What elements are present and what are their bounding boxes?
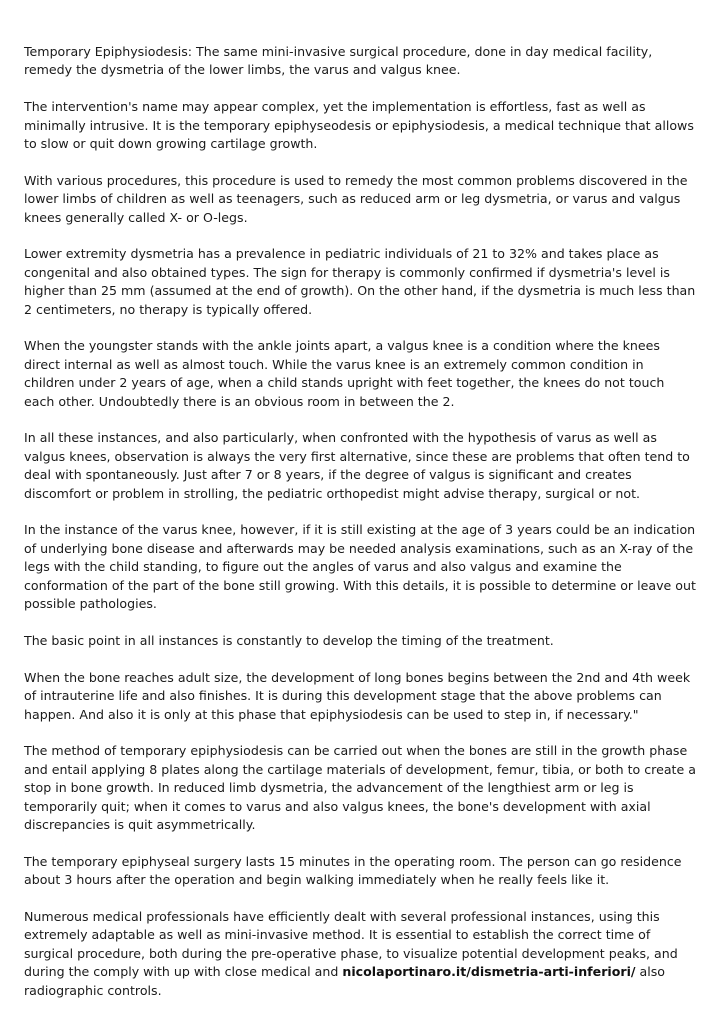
- paragraph-1: Temporary Epiphysiodesis: The same mini-invasive surgical procedure, done in day medical facility, remedy the dysmetria of the lower limbs, the varus and valgus knee.: [24, 44, 653, 78]
- source-link[interactable]: nicolaportinaro.it/dismetria-arti-inferiori/: [342, 964, 636, 980]
- paragraph-11: The temporary epiphyseal surgery lasts 15 minutes in the operating room. The person can go residence about 3 hours after the operation and begin walking immediately when he really feels like it.: [24, 853, 682, 888]
- article-body: [24, 43, 696, 1018]
- paragraph-5: When the youngster stands with the ankle joints apart, a valgus knee is a condition where the knees direct internal as well as almost touch. While the varus knee is an extremely common condition in children under 2 years of age, when a child stands upright with feet together, the knees do not touch each other. Undoubtedly there is an obvious room in between the 2.: [24, 338, 665, 409]
- paragraph-8: The basic point in all instances is constantly to develop the timing of the treatment.: [24, 632, 554, 648]
- paragraph-2: The intervention's name may appear complex, yet the implementation is effortless, fast as well as minimally intrusive. It is the temporary epiphyseodesis or epiphysiodesis, a medical technique that allows to slow or quit down growing cartilage growth.: [24, 99, 694, 152]
- paragraph-9: When the bone reaches adult size, the development of long bones begins between the 2nd and 4th week of intrauterine life and also finishes. It is during this development stage that the above problems can happen. And also it is only at this phase that epiphysiodesis can be used to step in, if necessary.": [24, 669, 691, 722]
- paragraph-12: [24, 908, 696, 1000]
- paragraph-12-tail: also radiographic controls.: [24, 964, 665, 998]
- paragraph-4: Lower extremity dysmetria has a prevalence in pediatric individuals of 21 to 32% and takes place as congenital and also obtained types. The sign for therapy is commonly confirmed if dysmetria's level is higher than 25 mm (assumed at the end of growth). On the other hand, if the dysmetria is much less than 2 centimeters, no therapy is typically offered.: [24, 246, 696, 317]
- paragraph-6: In all these instances, and also particularly, when confronted with the hypothesis of varus as well as valgus knees, observation is always the very first alternative, since these are problems that often tend to deal with spontaneously. Just after 7 or 8 years, if the degree of valgus is significant and creates discomfort or problem in strolling, the pediatric orthopedist might advise therapy, surgical or not.: [24, 430, 690, 501]
- paragraph-12-text: Numerous medical professionals have efficiently dealt with several professional instances, using this extremely adaptable as well as mini-invasive method. It is essential to establish the correct time of surgical procedure, both during the pre-operative phase, to visualize potential development peaks, and during the comply with up with close medical and: [24, 908, 678, 980]
- paragraph-10: The method of temporary epiphysiodesis can be carried out when the bones are still in the growth phase and entail applying 8 plates along the cartilage materials of development, femur, tibia, or both to create a stop in bone growth. In reduced limb dysmetria, the advancement of the lengthiest arm or leg is temporarily quit; when it comes to varus and also valgus knees, the bone's development with axial discrepancies is quit asymmetrically.: [24, 743, 696, 832]
- paragraph-3: With various procedures, this procedure is used to remedy the most common problems discovered in the lower limbs of children as well as teenagers, such as reduced arm or leg dysmetria, or varus and valgus knees generally called X- or O-legs.: [24, 172, 688, 225]
- paragraph-7: In the instance of the varus knee, however, if it is still existing at the age of 3 years could be an indication of underlying bone disease and afterwards may be needed analysis examinations, such as an X-ray of the legs with the child standing, to figure out the angles of varus and also valgus and examine the conformation of the part of the bone still growing. With this details, it is possible to determine or leave out possible pathologies.: [24, 522, 696, 612]
